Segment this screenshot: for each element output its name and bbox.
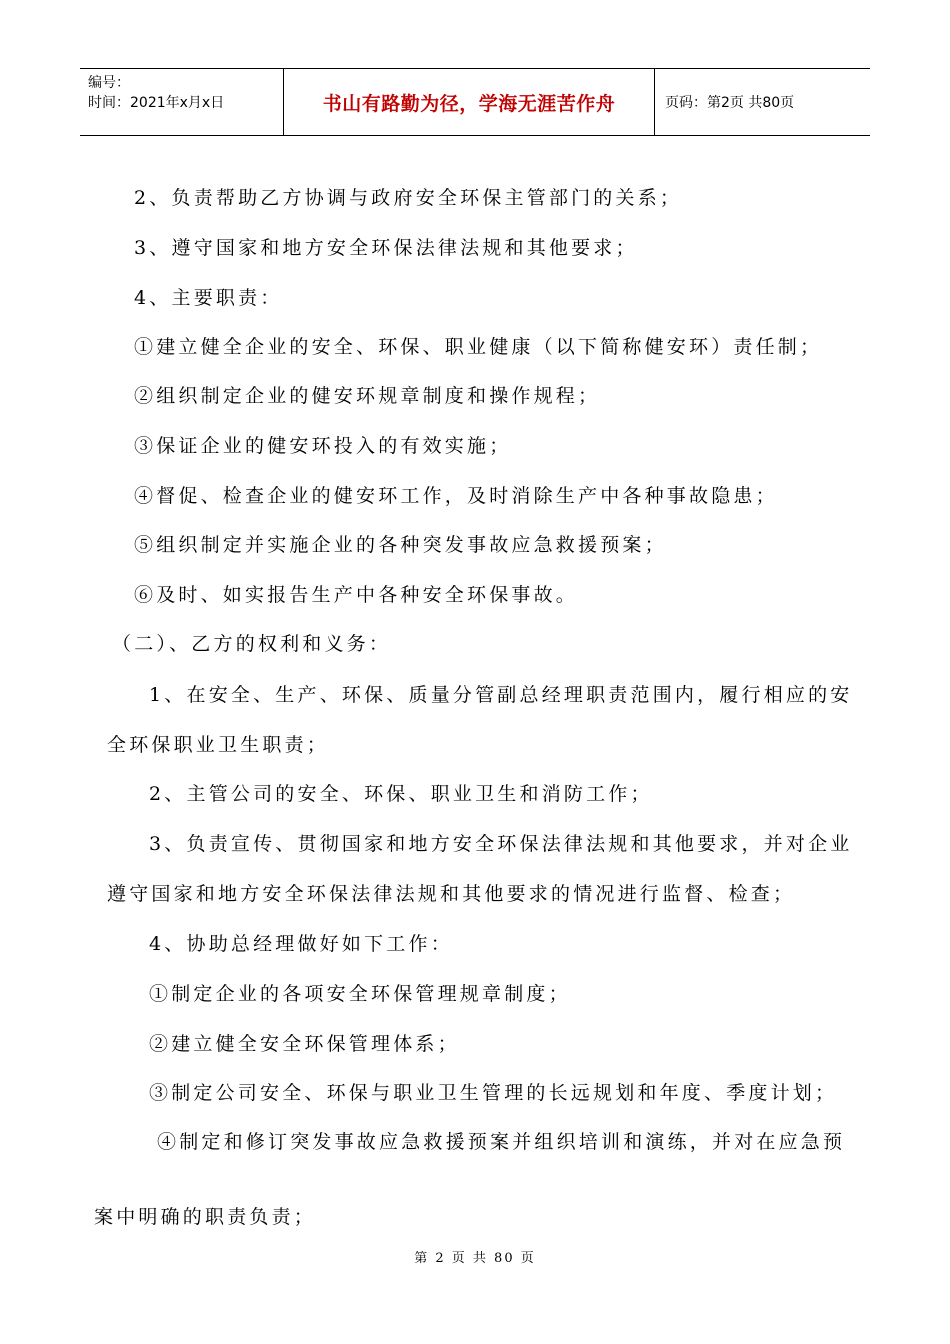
body-line: 2、负责帮助乙方协调与政府安全环保主管部门的关系； [134, 187, 683, 209]
body-line: 2、主管公司的安全、环保、职业卫生和消防工作； [149, 783, 653, 805]
body-line: ⑥及时、如实报告生产中各种安全环保事故。 [134, 584, 579, 606]
body-line: ①建立健全企业的安全、环保、职业健康（以下简称健安环）责任制； [134, 336, 823, 358]
header-meta [80, 69, 283, 135]
document-header [80, 68, 870, 136]
doc-number-label: 编号： [88, 75, 130, 91]
header-page-info: 页码：第2页 共80页 [665, 95, 795, 111]
body-line: 3、遵守国家和地方安全环保法律法规和其他要求； [134, 237, 638, 259]
body-line: ④制定和修订突发事故应急救援预案并组织培训和演练，并对在应急预 [157, 1131, 846, 1153]
section-heading: （二）、乙方的权利和义务： [112, 633, 392, 655]
header-motto: 书山有路勤为径，学海无涯苦作舟 [283, 69, 655, 135]
body-line: ④督促、检查企业的健安环工作，及时消除生产中各种事故隐患； [134, 485, 778, 507]
body-line: 全环保职业卫生职责； [107, 734, 330, 756]
body-line: ⑤组织制定并实施企业的各种突发事故应急救援预案； [134, 534, 667, 556]
body-line: 3、负责宣传、贯彻国家和地方安全环保法律法规和其他要求，并对企业 [149, 833, 853, 855]
body-line: 1、在安全、生产、环保、质量分管副总经理职责范围内，履行相应的安 [149, 684, 853, 706]
body-line: 案中明确的职责负责； [94, 1206, 317, 1228]
body-line: 4、主要职责： [134, 287, 283, 309]
body-line: ②组织制定企业的健安环规章制度和操作规程； [134, 385, 601, 407]
body-line: 遵守国家和地方安全环保法律法规和其他要求的情况进行监督、检查； [107, 883, 796, 905]
body-line: ①制定企业的各项安全环保管理规章制度； [149, 983, 571, 1005]
body-line: ③保证企业的健安环投入的有效实施； [134, 435, 512, 457]
body-line: 4、协助总经理做好如下工作： [149, 933, 453, 955]
body-line: ②建立健全安全环保管理体系； [149, 1033, 460, 1055]
body-line: ③制定公司安全、环保与职业卫生管理的长远规划和年度、季度计划； [149, 1082, 838, 1104]
page-footer: 第 2 页 共 80 页 [414, 1251, 536, 1266]
doc-date-label: 时间：2021年x月x日 [88, 95, 225, 111]
